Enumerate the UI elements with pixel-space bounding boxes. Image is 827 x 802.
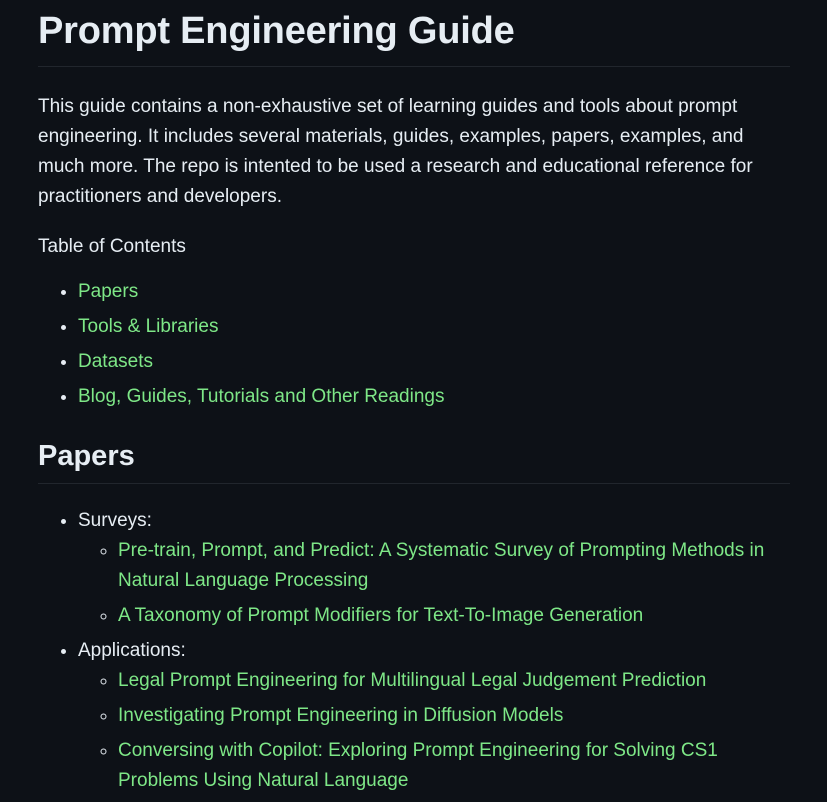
paper-link-conversing-with-copilot[interactable]: Conversing with Copilot: Exploring Prompt Engineering for Solving CS1 Problems Using Natural Language xyxy=(118,740,718,791)
paper-link-taxonomy-prompt-modifiers[interactable]: A Taxonomy of Prompt Modifiers for Text-To-Image Generation xyxy=(118,605,644,626)
readme-content xyxy=(38,0,790,801)
papers-divider xyxy=(38,483,790,484)
paper-link-legal-prompt-engineering[interactable]: Legal Prompt Engineering for Multilingual Legal Judgement Prediction xyxy=(118,670,707,691)
toc-item-tools xyxy=(78,314,790,340)
toc-link-readings[interactable]: Blog, Guides, Tutorials and Other Readings xyxy=(78,386,445,407)
applications-list xyxy=(78,666,790,796)
list-item xyxy=(118,601,790,631)
surveys-label: Surveys: xyxy=(78,510,152,531)
toc-label: Table of Contents xyxy=(38,236,186,257)
intro-paragraph: This guide contains a non-exhaustive set of learning guides and tools about prompt engineering. It includes several materials, guides, examples, papers, examples, and much more. The repo is intented to be used a research and educational reference for practitioners and developers. xyxy=(38,96,753,207)
list-item xyxy=(118,736,790,796)
toc-link-tools-libraries[interactable]: Tools & Libraries xyxy=(78,316,219,337)
title-divider xyxy=(38,66,790,67)
surveys-list xyxy=(78,536,790,631)
toc-item-papers xyxy=(78,279,790,305)
surveys-section xyxy=(78,506,790,631)
paper-link-pretrain-prompt-predict[interactable]: Pre-train, Prompt, and Predict: A Systematic Survey of Prompting Methods in Natural Language Processing xyxy=(118,540,765,591)
papers-heading: Papers xyxy=(38,440,135,472)
toc-item-readings xyxy=(78,384,790,410)
list-item xyxy=(118,536,790,596)
page-title: Prompt Engineering Guide xyxy=(38,10,515,52)
paper-link-diffusion-models[interactable]: Investigating Prompt Engineering in Diffusion Models xyxy=(118,705,564,726)
list-item xyxy=(118,666,790,696)
applications-label: Applications: xyxy=(78,640,186,661)
toc-list xyxy=(38,279,790,410)
toc-link-datasets[interactable]: Datasets xyxy=(78,351,153,372)
list-item xyxy=(118,701,790,731)
papers-list xyxy=(38,506,790,796)
toc-link-papers[interactable]: Papers xyxy=(78,281,139,302)
applications-section xyxy=(78,636,790,796)
toc-item-datasets xyxy=(78,349,790,375)
